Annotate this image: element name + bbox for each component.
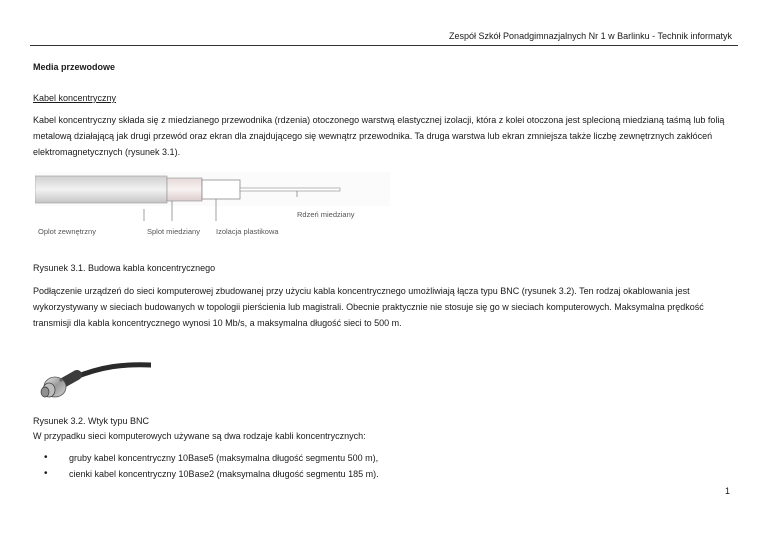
bullet-icon: • (44, 468, 48, 479)
label-outer-jacket: Oplot zewnętrzny (38, 227, 96, 236)
figure1-caption: Rysunek 3.1. Budowa kabla koncentrycznego (33, 263, 216, 273)
header-divider (30, 45, 738, 46)
bnc-connector-image (33, 348, 151, 403)
bnc-connector-figure (33, 348, 151, 403)
coax-structure-figure (35, 166, 390, 240)
list-intro: W przypadku sieci komputerowych używane są dwa rodzaje kabli koncentrycznych: (33, 431, 366, 441)
paragraph-bnc: Podłączenie urządzeń do sieci komputerowej zbudowanej przy użyciu kabla koncentrycznego umożliwiają łącza typu BNC (rysunek 3.2). Ten rodzaj okablowania jest wykorzystywany w sieciach budowanych w topologii pierścienia lub magistrali. Obecnie praktycznie nie stosuje się go w sieciach komputerowych. Maksymalna prędkość transmisji dla kabla koncentrycznego wynosi 10 Mb/s, a maksymalna długość sieci to 500 m. (33, 286, 704, 328)
paragraph-coax-description: Kabel koncentryczny składa się z miedzianego przewodnika (rdzenia) otoczonego warstwą elastycznej izolacji, która z kolei otoczona jest splecioną miedzianą taśmą lub folią metalową działającą jak drugi przewód oraz ekran dla znajdującego się wewnątrz przewodnika. Ta druga warstwa lub ekran zmniejsza także liczbę zewnętrznych zakłóceń elektromagnetycznych (rysunek 3.1). (33, 115, 725, 157)
subsection-title: Kabel koncentryczny (33, 93, 117, 103)
label-insulation: Izolacja plastikowa (216, 227, 279, 236)
page-number: 1 (724, 486, 730, 496)
label-core: Rdzeń miedziany (297, 210, 355, 219)
section-title: Media przewodowe (33, 62, 116, 72)
figure2-caption: Rysunek 3.2. Wtyk typu BNC (33, 416, 150, 426)
label-braid: Splot miedziany (147, 227, 200, 236)
list-item-text: gruby kabel koncentryczny 10Base5 (maksymalna długość segmentu 500 m), (69, 453, 379, 463)
page-header: Zespół Szkół Ponadgimnazjalnych Nr 1 w Barlinku - Technik informatyk (449, 31, 732, 41)
list-item-text: cienki kabel koncentryczny 10Base2 (maksymalna długość segmentu 185 m). (69, 469, 379, 479)
bullet-icon: • (44, 452, 48, 463)
